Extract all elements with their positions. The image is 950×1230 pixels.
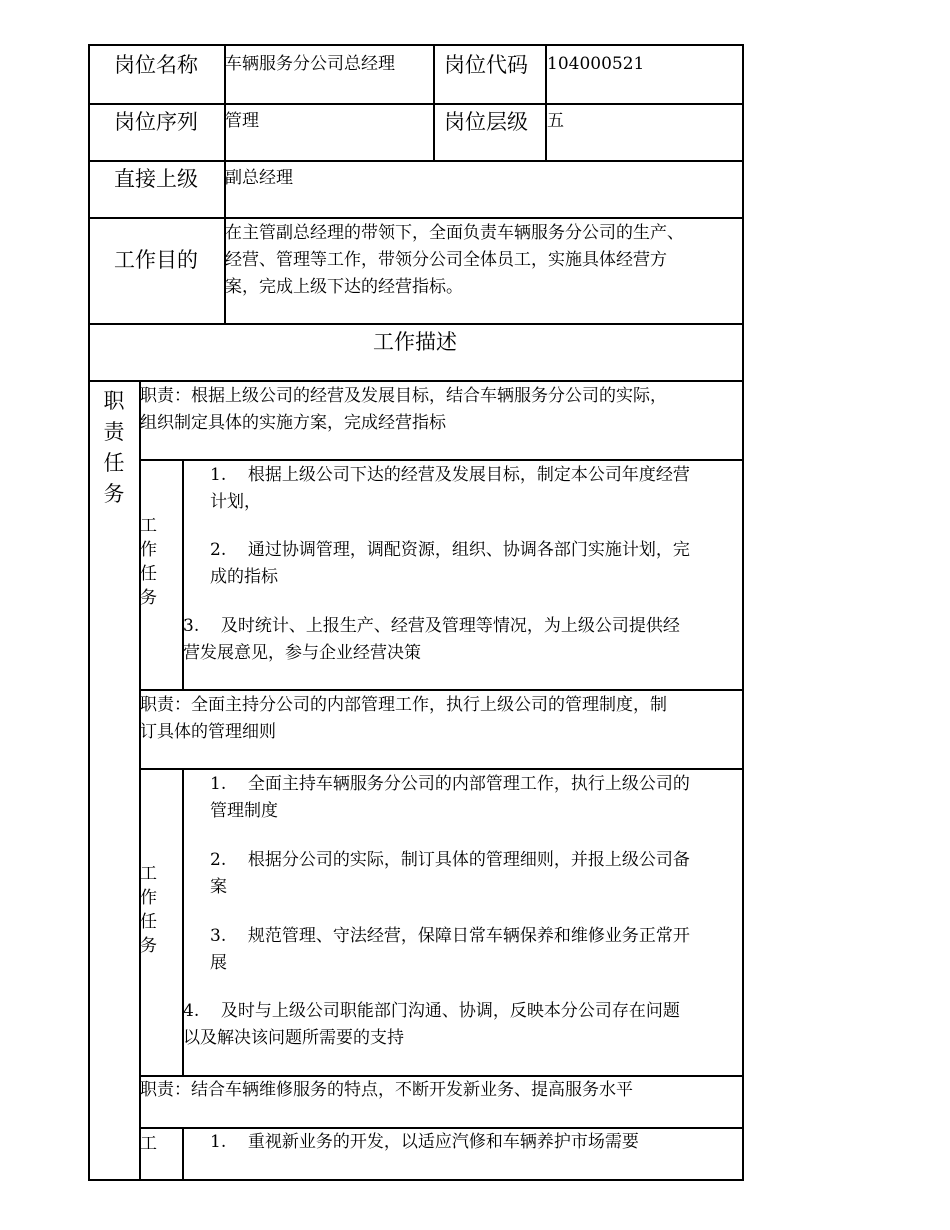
- task-label-char: 务: [140, 588, 157, 608]
- purpose-label: 工作目的: [114, 248, 198, 272]
- task-label: [140, 1132, 160, 1156]
- row-divider: [88, 217, 744, 219]
- position-series-label: 岗位序列: [114, 110, 198, 134]
- position-series-value: 管理: [225, 111, 259, 131]
- task-number: 3.: [210, 926, 227, 946]
- task-line: [210, 462, 740, 489]
- task-item: [210, 923, 740, 977]
- position-name-label: 岗位名称: [114, 53, 198, 77]
- table-border-top: [88, 44, 744, 46]
- task-number: 1.: [210, 774, 227, 794]
- table-border-right: [742, 44, 744, 1180]
- position-code-value: 104000521: [547, 54, 645, 74]
- duty-line: 职责：根据上级公司的经营及发展目标，结合车辆服务分公司的实际，: [140, 386, 667, 406]
- task-text: 通过协调管理，调配资源，组织、协调各部门实施计划，完: [247, 540, 690, 560]
- duty-line: 组织制定具体的实施方案，完成经营指标: [140, 413, 446, 433]
- duties-label-char: 责: [103, 420, 125, 444]
- task-label-char: 务: [140, 936, 157, 956]
- purpose-text: [225, 220, 740, 301]
- position-code-label: 岗位代码: [444, 53, 528, 77]
- position-level-label: 岗位层级: [444, 110, 528, 134]
- task-text: 重视新业务的开发，以适应汽修和车辆养护市场需要: [247, 1132, 639, 1152]
- task-label-char: 工: [140, 516, 157, 536]
- task-line: [183, 613, 740, 640]
- row-divider: [88, 103, 744, 105]
- task-line: [210, 771, 740, 798]
- purpose-line: 经营、管理等工作，带领分公司全体员工，实施具体经营方: [225, 250, 667, 270]
- task-text: 规范管理、守法经营，保障日常车辆保养和维修业务正常开: [247, 926, 690, 946]
- row-divider: [139, 459, 744, 461]
- duties-label: [102, 386, 126, 510]
- task-item: [210, 1129, 740, 1156]
- task-number: 3.: [183, 616, 200, 636]
- task-label-char: 工: [140, 1134, 157, 1154]
- duty-line: 职责：全面主持分公司的内部管理工作，执行上级公司的管理制度，制: [140, 695, 667, 715]
- col-divider: [139, 380, 141, 1180]
- duties-label-char: 职: [103, 389, 125, 413]
- task-label: [140, 862, 160, 958]
- purpose-line: 在主管副总经理的带领下，全面负责车辆服务分公司的生产、: [225, 223, 684, 243]
- position-level-value: 五: [547, 111, 564, 131]
- task-item: [210, 847, 740, 901]
- duty-line: 订具体的管理细则: [140, 722, 276, 742]
- task-line: 计划，: [210, 492, 261, 512]
- task-line: 展: [210, 953, 227, 973]
- col-divider: [182, 1127, 184, 1180]
- task-item: [210, 537, 740, 591]
- duties-label-char: 务: [103, 482, 125, 506]
- section-title: 工作描述: [373, 330, 457, 354]
- position-name-value: 车辆服务分公司总经理: [225, 54, 395, 74]
- duty-line: 职责：结合车辆维修服务的特点，不断开发新业务、提高服务水平: [140, 1080, 633, 1100]
- task-line: [210, 1129, 740, 1156]
- col-divider: [433, 44, 435, 161]
- task-number: 4.: [183, 1001, 200, 1021]
- supervisor-value: 副总经理: [225, 168, 293, 188]
- task-text: 根据分公司的实际，制订具体的管理细则，并报上级公司备: [247, 850, 690, 870]
- task-line: 成的指标: [210, 567, 278, 587]
- row-divider: [139, 768, 744, 770]
- task-number: 2.: [210, 850, 227, 870]
- task-line: [183, 998, 740, 1025]
- purpose-line: 案，完成上级下达的经营指标。: [225, 277, 463, 297]
- supervisor-label: 直接上级: [114, 167, 198, 191]
- task-label-char: 任: [140, 564, 157, 584]
- task-text: 及时与上级公司职能部门沟通、协调，反映本分公司存在问题: [220, 1001, 680, 1021]
- task-line: 营发展意见，参与企业经营决策: [183, 643, 421, 663]
- task-label-char: 作: [140, 888, 157, 908]
- task-line: [210, 923, 740, 950]
- task-label: [140, 514, 160, 610]
- task-line: 案: [210, 877, 227, 897]
- task-label-char: 任: [140, 912, 157, 932]
- task-text: 全面主持车辆服务分公司的内部管理工作，执行上级公司的: [247, 774, 690, 794]
- task-item: [210, 462, 740, 516]
- task-item: [183, 998, 740, 1052]
- task-number: 1.: [210, 465, 227, 485]
- task-number: 2.: [210, 540, 227, 560]
- task-line: [210, 537, 740, 564]
- task-line: 以及解决该问题所需要的支持: [183, 1028, 404, 1048]
- duty-statement: [140, 1077, 740, 1104]
- duties-label-char: 任: [103, 451, 125, 475]
- task-text: 根据上级公司下达的经营及发展目标，制定本公司年度经营: [247, 465, 690, 485]
- duty-statement: [140, 383, 740, 437]
- duty-statement: [140, 692, 740, 746]
- task-item: [210, 771, 740, 825]
- row-divider: [88, 160, 744, 162]
- task-line: [210, 847, 740, 874]
- task-label-char: 作: [140, 540, 157, 560]
- task-number: 1.: [210, 1132, 227, 1152]
- row-divider: [88, 380, 744, 382]
- table-border-bottom: [88, 1179, 744, 1181]
- task-label-char: 工: [140, 864, 157, 884]
- task-line: 管理制度: [210, 801, 278, 821]
- task-text: 及时统计、上报生产、经营及管理等情况，为上级公司提供经: [220, 616, 680, 636]
- table-border-left: [88, 44, 90, 1180]
- row-divider: [139, 689, 744, 691]
- task-item: [183, 613, 740, 667]
- row-divider: [88, 323, 744, 325]
